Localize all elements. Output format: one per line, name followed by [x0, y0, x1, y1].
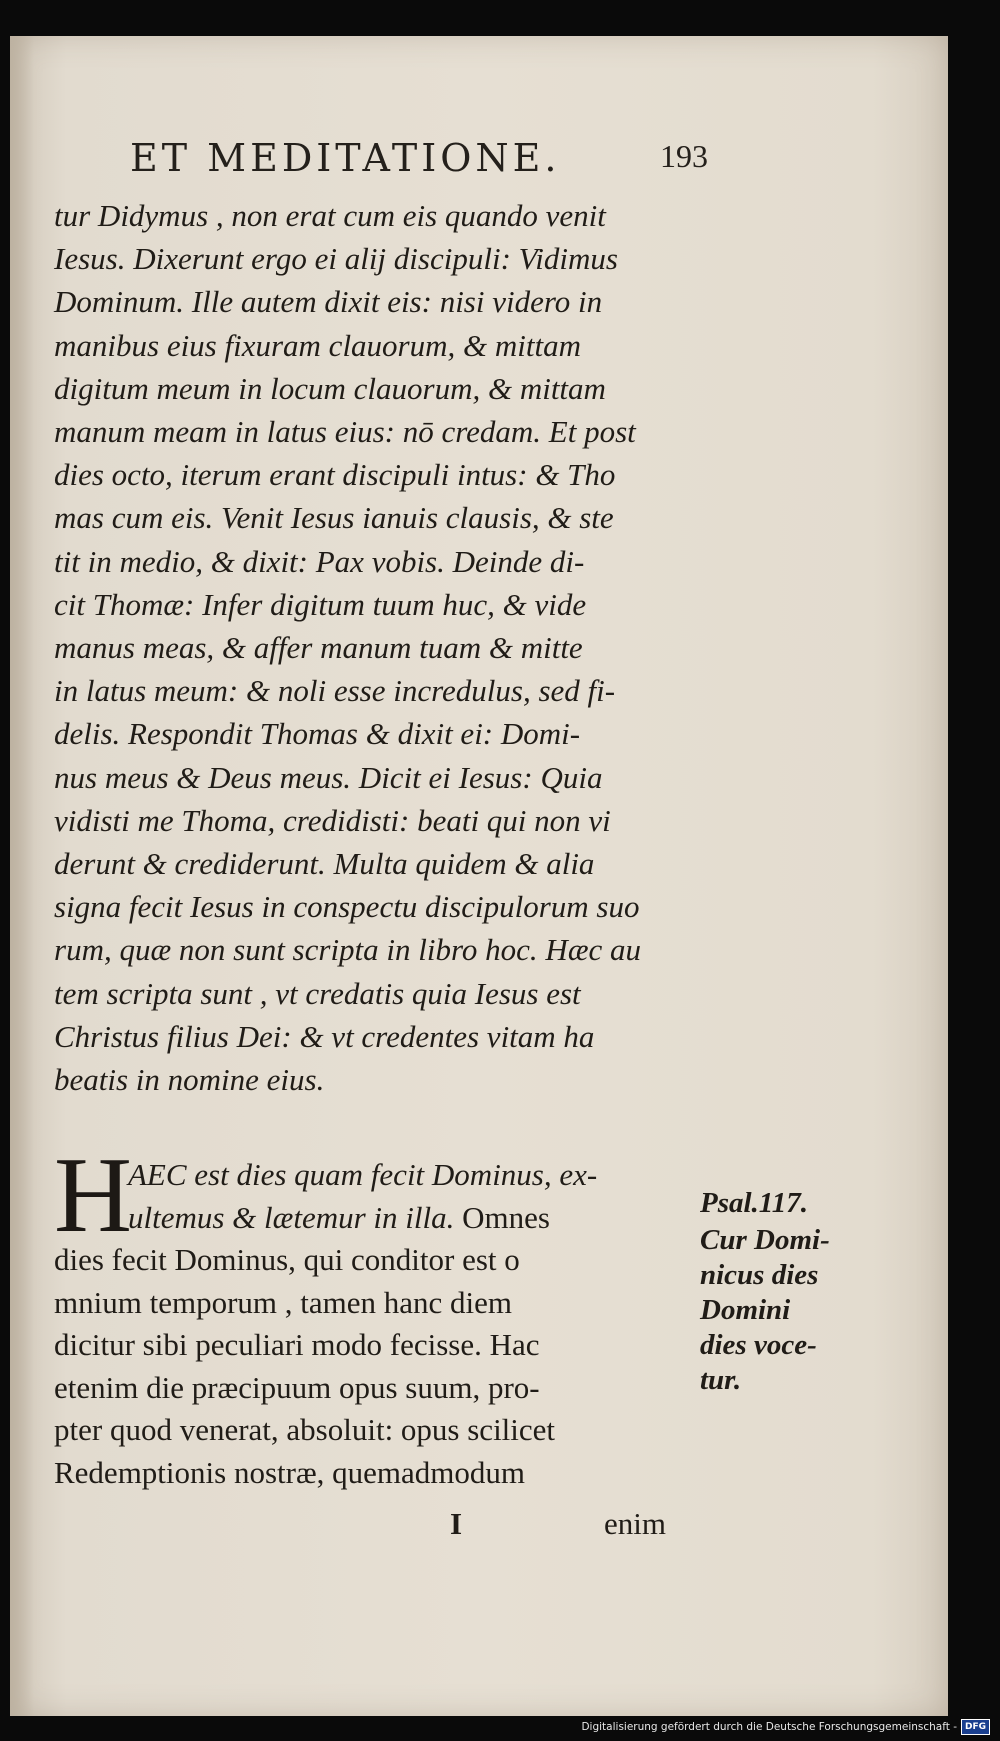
- dfg-logo: DFG: [961, 1719, 990, 1735]
- footer-credit: [581, 1719, 990, 1735]
- drop-cap: H: [54, 1136, 132, 1255]
- running-head: ET MEDITATIONE.: [130, 136, 561, 180]
- commentary-section: [54, 1136, 694, 1494]
- text-line: mnium temporum , tamen hanc diem: [54, 1284, 513, 1320]
- margin-note-line: tur.: [700, 1364, 742, 1396]
- page-gutter-shadow: [10, 36, 34, 1716]
- margin-note-line: Cur Domi-: [700, 1224, 830, 1256]
- text-line: derunt & crediderunt. Multa quidem & alia: [54, 846, 595, 882]
- text-line: dies fecit Dominus, qui conditor est o: [54, 1242, 520, 1277]
- text-line: [54, 1154, 694, 1197]
- text-line: in latus meum: & noli esse incredulus, sed fi-: [54, 673, 616, 709]
- text-line: nus meus & Deus meus. Dicit ei Iesus: Quia: [54, 759, 603, 795]
- text-line: tem scripta sunt , vt credatis quia Iesus est: [54, 975, 581, 1011]
- text-line: vidisti me Thoma, credidisti: beati qui non vi: [54, 802, 611, 838]
- text-line: etenim die præcipuum opus suum, pro-: [54, 1369, 540, 1405]
- text-line: Christus filius Dei: & vt credentes vitam ha: [54, 1018, 595, 1054]
- psalm-reference: Psal.117.: [700, 1187, 808, 1219]
- text-line: mas cum eis. Venit Iesus ianuis clausis, & ste: [54, 500, 614, 536]
- text-line: cit Thomæ: Infer digitum tuum huc, & vide: [54, 586, 587, 622]
- text-line: tit in medio, & dixit: Pax vobis. Deinde di-: [54, 543, 585, 579]
- text-line: pter quod venerat, absoluit: opus scilicet: [54, 1412, 556, 1447]
- text-line: signa fecit Iesus in conspectu discipulorum suo: [54, 889, 640, 925]
- margin-note-line: nicus dies: [700, 1259, 819, 1291]
- text-line: beatis in nomine eius.: [54, 1062, 325, 1098]
- margin-note-line: Domini: [700, 1294, 791, 1326]
- catchword: enim: [604, 1506, 666, 1541]
- text-line: manus meas, & affer manum tuam & mitte: [54, 630, 583, 666]
- text-line: Dominum. Ille autem dixit eis: nisi videro in: [54, 284, 603, 320]
- text-line: Iesus. Dixerunt ergo ei alij discipuli: Vidimus: [54, 241, 618, 277]
- italic-text: ultemus & lætemur in illa.: [128, 1199, 455, 1235]
- signature-mark: I: [450, 1506, 463, 1541]
- gospel-passage: [54, 194, 694, 1101]
- text-line: [54, 1197, 694, 1240]
- text-line: manibus eius fixuram clauorum, & mittam: [54, 327, 581, 363]
- roman-text: Omnes: [454, 1199, 550, 1235]
- marginal-notes: [700, 1186, 850, 1398]
- footer-text: Digitalisierung gefördert durch die Deutsche Forschungsgemeinschaft -: [581, 1721, 957, 1733]
- text-line: rum, quæ non sunt scripta in libro hoc. Hæc au: [54, 932, 642, 968]
- italic-text: AEC est dies quam fecit Dominus, ex-: [128, 1157, 598, 1192]
- text-line: dicitur sibi peculiari modo fecisse. Hac: [54, 1327, 540, 1362]
- text-line: delis. Respondit Thomas & dixit ei: Domi-: [54, 716, 581, 752]
- text-line: tur Didymus , non erat cum eis quando venit: [54, 198, 606, 233]
- text-line: manum meam in latus eius: nō credam. Et post: [54, 414, 636, 450]
- book-page: [10, 36, 948, 1716]
- margin-note-line: dies voce-: [700, 1329, 817, 1361]
- text-line: Redemptionis nostræ, quemadmodum: [54, 1454, 525, 1490]
- text-line: dies octo, iterum erant discipuli intus: & Tho: [54, 457, 616, 493]
- text-line: digitum meum in locum clauorum, & mittam: [54, 370, 606, 406]
- page-number: 193: [660, 138, 708, 174]
